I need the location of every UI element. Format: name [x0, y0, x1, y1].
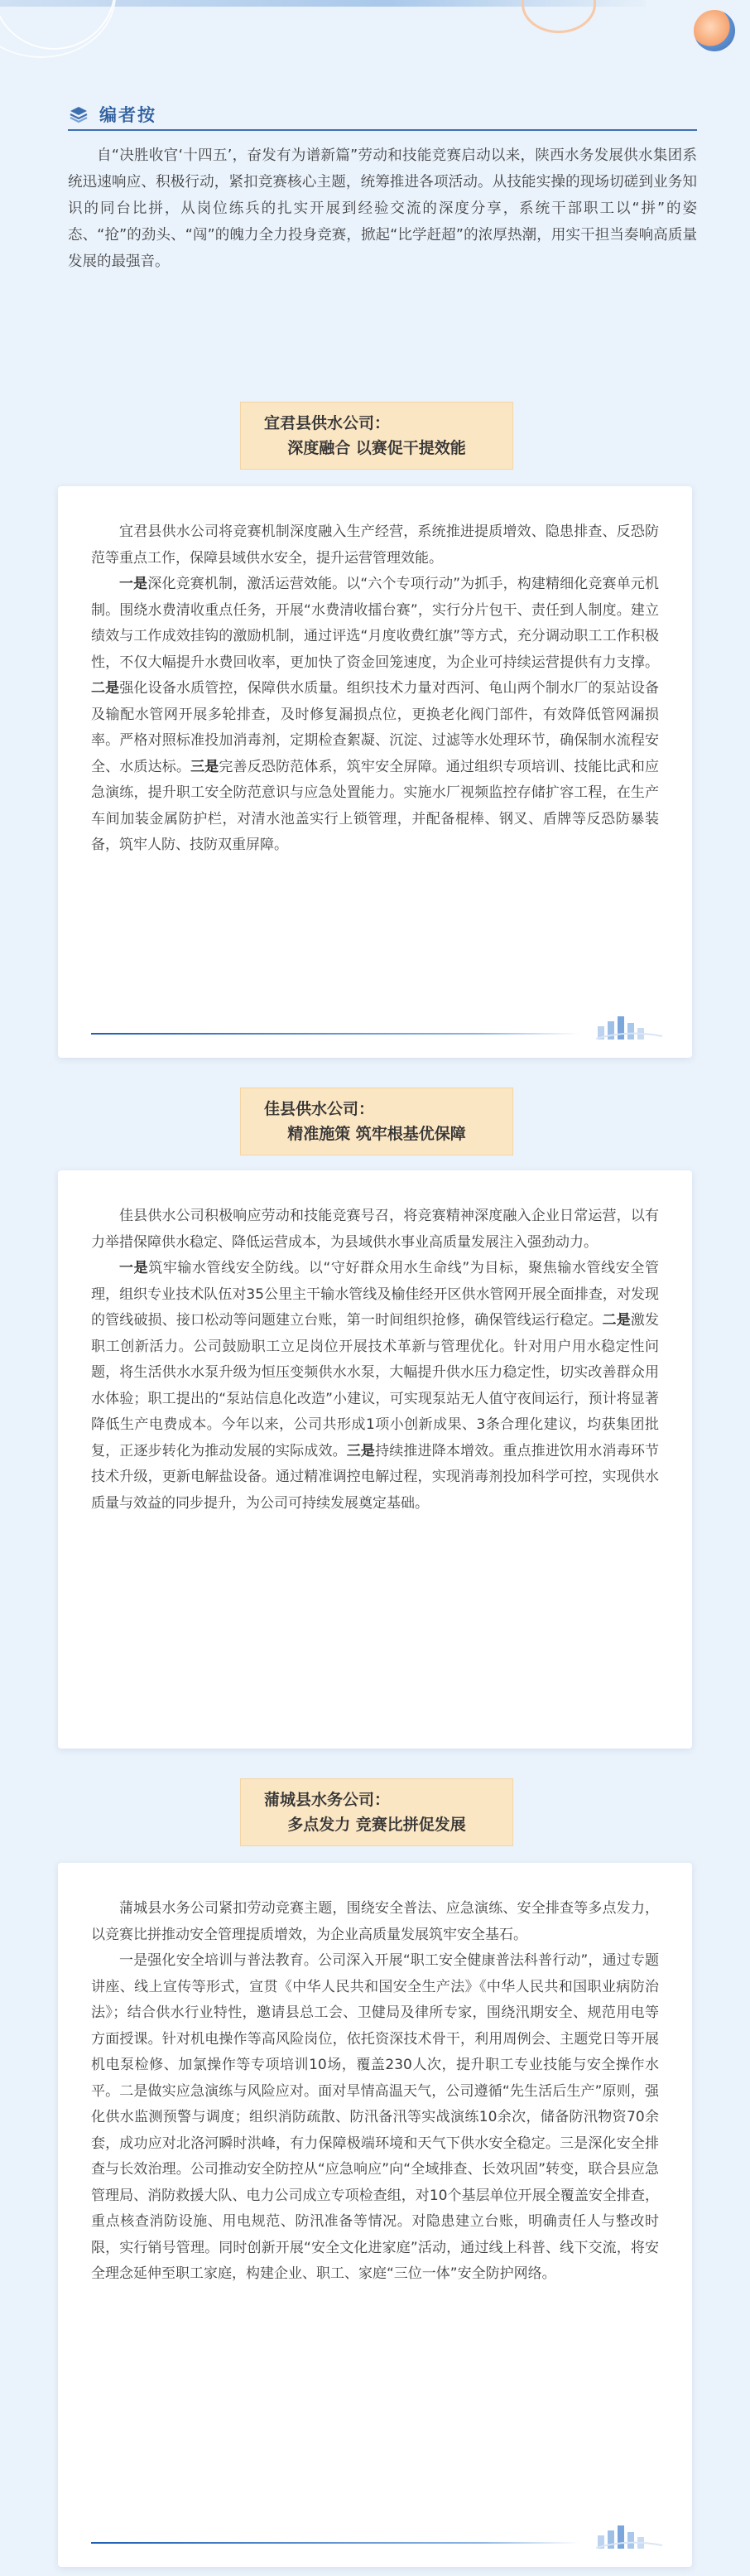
paragraph-text: 深化竞赛机制，激活运营效能。以“六个专项行动”为抓手，构建精细化竞赛单元机制。围绕水费清收重点任务，开展“水费清收擂台赛”，实行分片包干、责任到人制度。建立绩效与工作成效挂钩的激励机制，通过评选“月度收费红旗”等方式，充分调动职工工作积极性，不仅大幅提升水费回收率，更加快了资金回笼速度，为企业可持续运营提供有力支撑。: [91, 576, 660, 671]
key-point-label: 二是: [602, 1312, 631, 1329]
paragraph-text: 持续推进降本增效。重点推进饮用水消毒环节技术升级，更新电解盐设备。通过精准调控电解过程，实现消毒剂投加科学可控，实现供水质量与效益的同步提升，为公司可持续发展奠定基础。: [91, 1442, 660, 1512]
section-paragraph: [91, 1256, 659, 1517]
paragraph-text: 筑牢输水管线安全防线。以“守好群众用水生命线”为目标，聚焦输水管线安全管理，组织专业技术队伍对35公里主干输水管线及榆佳经开区供水管网开展全面排查，对发现的管线破损、接口松动等问题建立台账，第一时间组织抢修，确保管线运行稳定。: [91, 1260, 659, 1329]
section-paragraph: [91, 1204, 659, 1256]
top-decoration: [0, 0, 750, 50]
paragraph-text: 激发职工创新活力。公司鼓励职工立足岗位开展技术革新与管理优化。针对用户用水稳定性问题，将生活供水水泵升级为恒压变频供水水泵，大幅提升供水压力稳定性，切实改善群众用水体验；职工提出的“泵站信息化改造”小建议，可实现泵站无人值守夜间运行，预计将显著降低生产电费成本。今年以来，公司共形成1项小创新成果、3条合理化建议，均获集团批复，正逐步转化为推动发展的实际成效。: [91, 1312, 660, 1459]
key-point-label: 一是: [119, 1260, 149, 1276]
section-body: [91, 1204, 659, 1517]
company-name: 佳县供水公司：: [264, 1100, 375, 1118]
section-card: [58, 1170, 692, 1749]
card-divider: [91, 1033, 579, 1035]
company-name: 蒲城县水务公司：: [264, 1791, 391, 1809]
card-divider: [91, 2542, 579, 2544]
section-label: [240, 1778, 513, 1846]
editor-note: [68, 99, 697, 275]
key-point-label: 三是: [190, 758, 219, 775]
section-card: [58, 486, 692, 1058]
company-name: 宜君县供水公司：: [264, 414, 391, 432]
paragraph-text: 一是强化安全培训与普法教育。公司深入开展“职工安全健康普法科普行动”，通过专题讲座、线上宣传等形式，宣贯《中华人民共和国安全生产法》《中华人民共和国职业病防治法》；结合供水行业特性，邀请县总工会、卫健局及律所专家，围绕汛期安全、规范用电等方面授课。针对机电操作等高风险岗位，依托资深技术骨干，利用周例会、主题党日等开展机电泵检修、加氯操作等专项培训10场，覆盖230人次，提升职工专业技能与安全操作水平。二是做实应急演练与风险应对。面对旱情高温天气，公司遵循“先生活后生产”原则，强化供水监测预警与调度；组织消防疏散、防汛备汛等实战演练10余次，储备防汛物资70余套，成功应对北洛河瞬时洪峰，有力保障极端环境和天气下供水安全稳定。三是深化安全排查与长效治理。公司推动安全防控从“应急响应”向“全域排查、长效巩固”转变，联合县应急管理局、消防救援大队、电力公司成立专项检查组，对10个基层单位开展全覆盖安全排查，重点核查消防设施、用电规范、防汛准备等情况。对隐患建立台账，明确责任人与整改时限，实行销号管理。同时创新开展“安全文化进家庭”活动，通过线上科普、线下交流，将安全理念延伸至职工家庭，构建企业、职工、家庭“三位一体”安全防护网络。: [91, 1952, 659, 2282]
key-point-label: 二是: [91, 680, 120, 697]
paragraph-text: 佳县供水公司积极响应劳动和技能竞赛号召，将竞赛精神深度融入企业日常运营，以有力举措保障供水稳定、降低运营成本，为县域供水事业高质量发展注入强劲动力。: [91, 1208, 659, 1251]
bar-chart-icon: [596, 2521, 662, 2549]
section-slogan: 深度融合 以赛促干提效能: [287, 439, 466, 457]
section-paragraph: [91, 1896, 659, 1948]
paragraph-text: 宜君县供水公司将竞赛机制深度融入生产经营，系统推进提质增效、隐患排查、反恐防范等重点工作，保障县域供水安全，提升运营管理效能。: [91, 523, 659, 567]
decorative-orb: [694, 10, 735, 51]
section-slogan: 多点发力 竞赛比拼促发展: [287, 1816, 466, 1834]
section-body: [91, 519, 659, 859]
section-label: [240, 402, 513, 470]
editor-note-title: 编者按: [99, 105, 156, 125]
section-paragraph: [91, 572, 659, 859]
section-body: [91, 1896, 659, 2288]
section-card: [58, 1863, 692, 2567]
section-slogan: 精准施策 筑牢根基优保障: [287, 1125, 466, 1143]
key-point-label: 一是: [119, 576, 148, 592]
paragraph-text: 强化设备水质管控，保障供水质量。组织技术力量对西河、龟山两个制水厂的泵站设备及输配水管网开展多轮排查，及时修复漏损点位，更换老化阀门部件，有效降低管网漏损率。严格对照标准投加消毒剂，定期检查絮凝、沉淀、过滤等水处理环节，确保制水流程安全、水质达标。: [91, 680, 660, 775]
section-label: [240, 1088, 513, 1155]
section-paragraph: [91, 519, 659, 572]
paragraph-text: 完善反恐防范体系，筑牢安全屏障。通过组织专项培训、技能比武和应急演练，提升职工安全防范意识与应急处置能力。实施水厂视频监控存储扩容工程，在生产车间加装金属防护栏，对清水池盖实行上锁管理，并配备棍棒、钢叉、盾牌等反恐防暴装备，筑牢人防、技防双重屏障。: [91, 758, 660, 853]
editor-note-text: 自“决胜收官‘十四五’，奋发有为谱新篇”劳动和技能竞赛启动以来，陕西水务发展供水集团系统迅速响应、积极行动，紧扣竞赛核心主题，统筹推进各项活动。从技能实操的现场切磋到业务知识的同台比拼，从岗位练兵的扎实开展到经验交流的深度分享，系统干部职工以“拼”的姿态、“抢”的劲头、“闯”的魄力全力投身竞赛，掀起“比学赶超”的浓厚热潮，用实干担当奏响高质量发展的最强音。: [68, 147, 697, 270]
bar-chart-icon: [596, 1011, 662, 1040]
layers-icon: [68, 104, 89, 125]
section-paragraph: [91, 1948, 659, 2288]
paragraph-text: 蒲城县水务公司紧扣劳动竞赛主题，围绕安全普法、应急演练、安全排查等多点发力，以竞赛比拼推动安全管理提质增效，为企业高质量发展筑牢安全基石。: [91, 1900, 659, 1943]
editor-note-header: [68, 99, 697, 131]
key-point-label: 三是: [346, 1442, 376, 1459]
decorative-sun-arc: [522, 0, 596, 33]
